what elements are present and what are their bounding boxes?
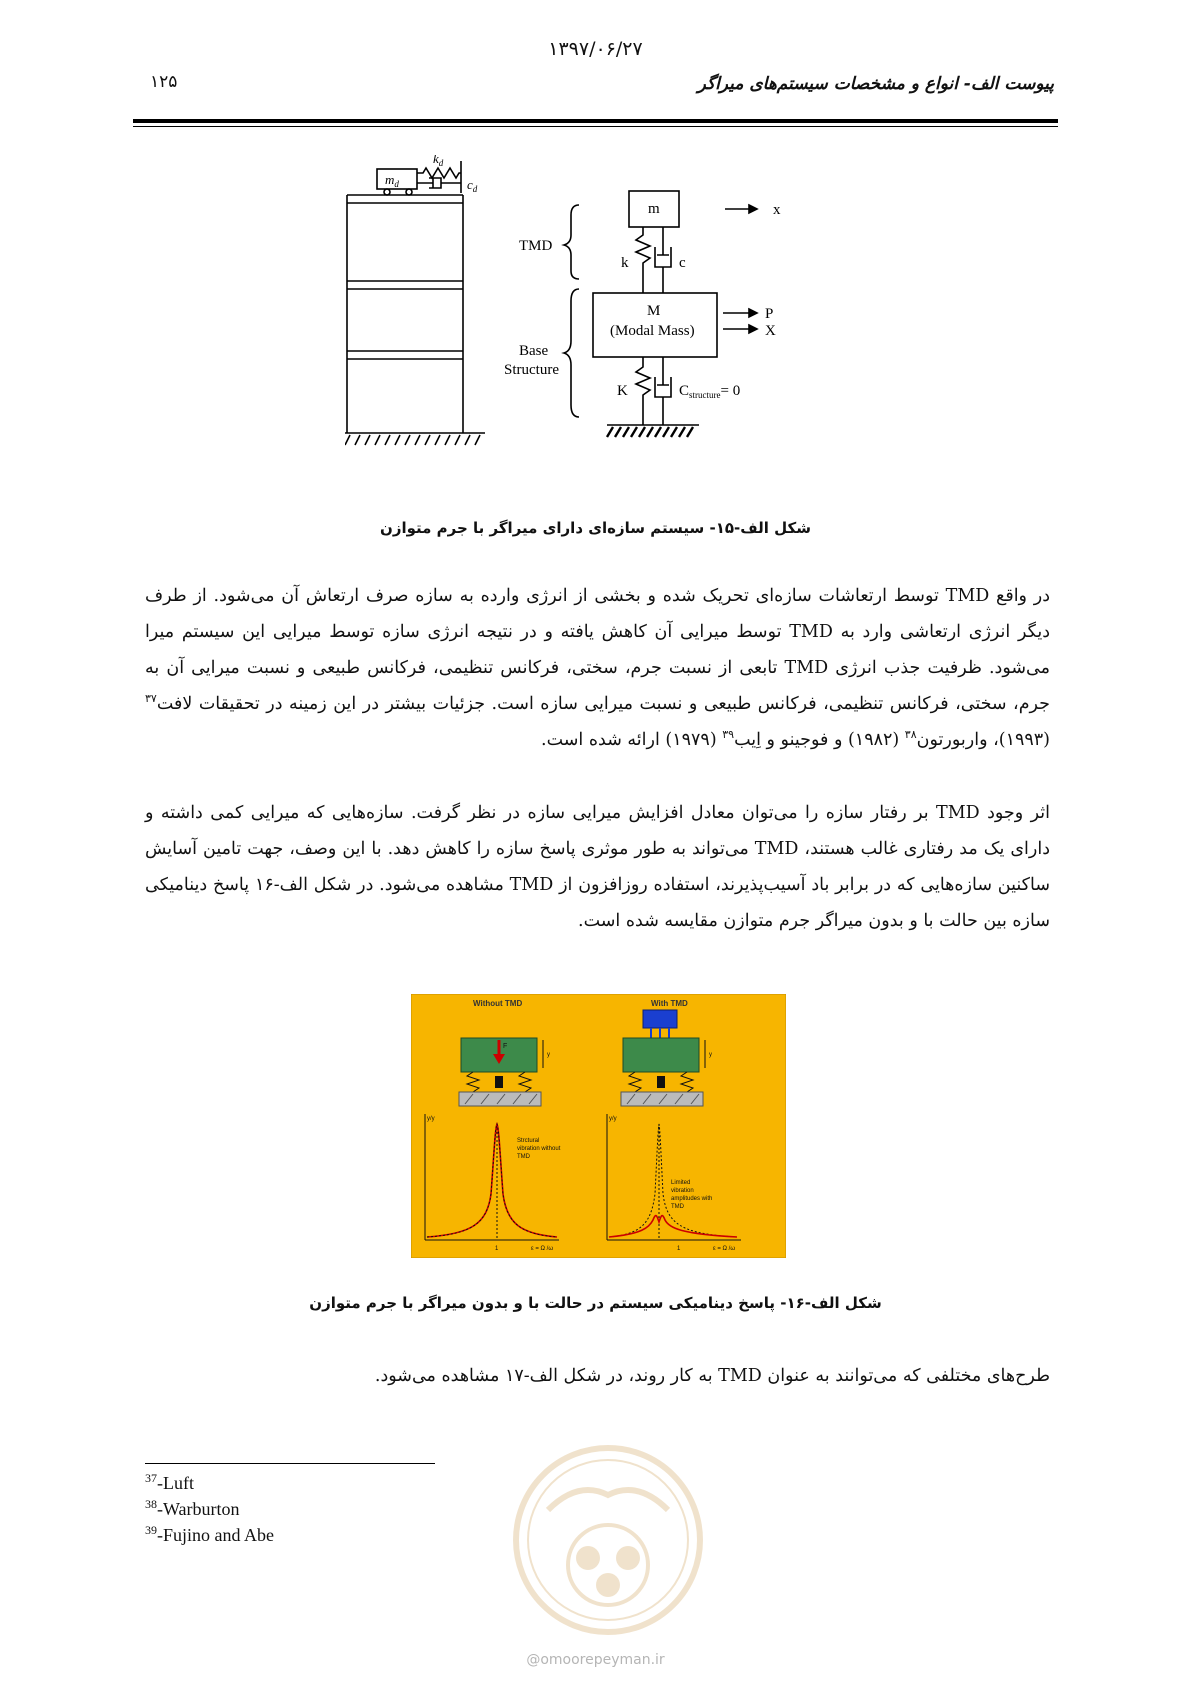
disp-label-left: y <box>547 1052 550 1058</box>
running-title: پیوست الف- انواع و مشخصات سیستم‌های میراگر <box>697 74 1054 94</box>
label-k: k <box>621 255 629 271</box>
right-y-label: y/y <box>609 1116 617 1122</box>
date-stamp: ۱۳۹۷/۰۶/۲۷ <box>548 38 643 60</box>
figure2-right-title: With TMD <box>651 999 688 1008</box>
paragraph-1-text: در واقع TMD توسط ارتعاشات سازه‌ای تحریک شده و بخشی از انرژی وارده به سازه صرف ارتعاش آن می‌شود. از طرف دیگر انرژی ارتعاشی وارد به TMD توسط میرایی آن کاهش یافته و در نتیجه انرژی سازه توسط میرایی این سیستم میرا می‌شود. ظرفیت جذب انرژی TMD تابعی از نسبت جرم، سختی، فرکانس تنظیمی، فرکانس طبیعی و نسبت میرایی آن به جرم، سختی، فرکانس تنظیمی، فرکانس طبیعی و نسبت میرایی سازه است. جزئیات بیشتر در این زمینه در تحقیقات لافت <box>145 586 1050 714</box>
label-P: P <box>765 306 774 322</box>
left-y-label: y/y <box>427 1116 435 1122</box>
paragraph-2 <box>145 795 1050 939</box>
right-annotation: Limited vibration amplitudes with TMD <box>671 1180 713 1210</box>
figure1-caption: شکل الف-۱۵- سیستم سازه‌ای دارای میراگر با جرم متوازن <box>380 519 811 537</box>
label-m: m <box>648 201 660 217</box>
footnote-39: $^{39}$-Fujino and Abe <box>145 1523 274 1545</box>
label-K: K <box>617 383 628 399</box>
paragraph-3 <box>145 1358 1050 1394</box>
right-x-label: ε = Ω /ω <box>713 1246 736 1252</box>
site-watermark: @omoorepeyman.ir <box>526 1652 665 1668</box>
paragraph-1-ref-text-a: (۱۹۹۳)، واربورتون <box>916 730 1050 750</box>
page-number: ۱۲۵ <box>150 72 178 92</box>
paragraph-1 <box>145 578 1050 758</box>
header-rule-thin <box>133 126 1058 127</box>
figure-tmd-system-diagram <box>345 155 825 485</box>
ref-39: ۳۹ <box>722 728 735 742</box>
right-x-tick: 1 <box>677 1246 681 1252</box>
header-rule-thick <box>133 119 1058 123</box>
paragraph-2-text: اثر وجود TMD بر رفتار سازه را می‌توان معادل افزایش میرایی سازه در نظر گرفت. سازه‌هایی که میرایی کمی داشته و دارای یک مد رفتاری غالب هستند، TMD می‌تواند به طور موثری پاسخ سازه را کاهش دهد. با این وصف، جهت تامین آسایش ساکنین سازه‌هایی که در برابر باد آسیب‌پذیرند، استفاده روزافزون از TMD مشاهده می‌شود. در شکل الف-۱۶ پاسخ دینامیکی سازه بین حالت با و بدون میراگر جرم متوازن مقایسه شده است. <box>145 803 1050 931</box>
label-tmd: TMD <box>519 238 553 254</box>
paragraph-1-ref-text-b: (۱۹۸۲) و فوجینو و اِیب <box>734 730 905 750</box>
figure2-left-title: Without TMD <box>473 999 523 1008</box>
ref-37: ۳۷ <box>145 692 157 706</box>
label-C-structure: $C_{structure}= 0$ <box>679 383 741 400</box>
label-cd: $c_d$ <box>467 177 478 194</box>
tmd-mass <box>643 1010 677 1028</box>
left-annotation: Strctural vibration without TMD <box>517 1138 561 1160</box>
figure2-background <box>411 994 786 1258</box>
left-x-tick: 1 <box>495 1246 499 1252</box>
label-x: x <box>773 202 781 218</box>
figure-dynamic-response <box>411 994 786 1258</box>
label-kd: $k_d$ <box>433 155 444 168</box>
footnotes <box>145 1470 274 1548</box>
paragraph-3-text: طرح‌های مختلفی که می‌توانند به عنوان TMD به کار روند، در شکل الف-۱۷ مشاهده می‌شود. <box>374 1366 1050 1386</box>
left-x-label: ε = Ω /ω <box>531 1246 554 1252</box>
label-structure: Structure <box>504 362 559 378</box>
disp-label-right: y <box>709 1052 712 1058</box>
footnote-38: $^{38}$-Warburton <box>145 1497 240 1519</box>
ref-38: ۳۸ <box>904 728 917 742</box>
label-base: Base <box>519 343 549 359</box>
label-md: $m_d$ <box>385 172 399 189</box>
label-modal-mass: (Modal Mass) <box>610 323 695 339</box>
paragraph-1-ref-text-c: (۱۹۷۹) ارائه شده است. <box>541 730 723 750</box>
figure2-caption: شکل الف-۱۶- پاسخ دینامیکی سیستم در حالت با و بدون میراگر با جرم متوازن <box>309 1294 882 1312</box>
force-label: F <box>503 1043 508 1050</box>
footnote-37: $^{37}$-Luft <box>145 1471 194 1493</box>
right-mass <box>623 1038 699 1072</box>
label-M: M <box>647 303 661 319</box>
seal-watermark-icon <box>508 1440 708 1640</box>
label-c: c <box>679 255 686 271</box>
footnote-rule <box>145 1463 435 1464</box>
label-X: X <box>765 323 776 339</box>
